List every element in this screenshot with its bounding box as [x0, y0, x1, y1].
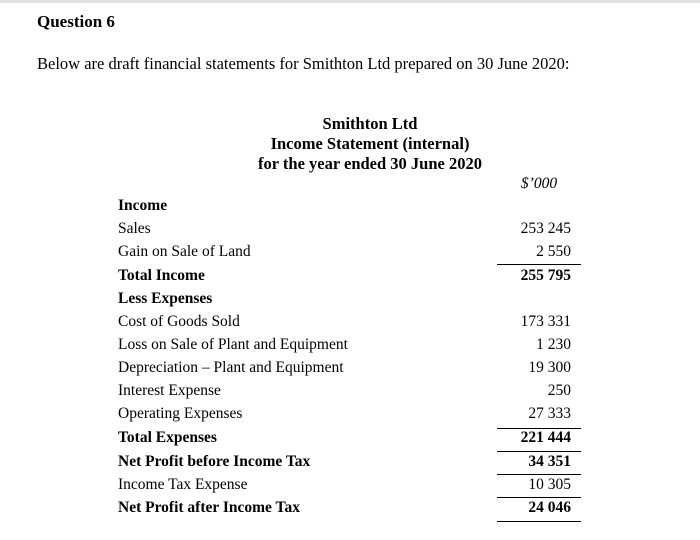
row-amount: 255 795 [520, 267, 571, 284]
row-income-tax-expense [118, 476, 580, 498]
row-amount: 1 230 [536, 336, 571, 353]
row-amount: 10 305 [528, 476, 571, 493]
row-interest-expense [118, 382, 580, 404]
statement-period: for the year ended 30 June 2020 [258, 154, 482, 173]
row-amount: 27 333 [528, 405, 571, 422]
row-label: Depreciation – Plant and Equipment [118, 359, 344, 376]
row-income-heading [118, 197, 580, 219]
row-label: Gain on Sale of Land [118, 243, 251, 260]
subtotal-rule [497, 264, 581, 265]
row-label: Operating Expenses [118, 405, 243, 422]
subtotal-rule [497, 497, 581, 498]
row-net-profit-after-tax [118, 499, 580, 521]
row-less-expenses-heading [118, 290, 580, 312]
final-total-rule [497, 521, 581, 522]
row-label: Cost of Goods Sold [118, 313, 240, 330]
row-total-income [118, 267, 580, 289]
subtotal-rule [497, 428, 581, 429]
top-border [0, 0, 700, 3]
row-label: Net Profit after Income Tax [118, 499, 300, 516]
row-sales [118, 220, 580, 242]
row-label: Net Profit before Income Tax [118, 453, 311, 470]
row-amount: 253 245 [520, 220, 571, 237]
row-cost-of-goods-sold [118, 313, 580, 335]
row-amount: 19 300 [528, 359, 571, 376]
row-label: Sales [118, 220, 151, 237]
row-label: Total Income [118, 267, 205, 284]
subtotal-rule [497, 474, 581, 475]
row-operating-expenses [118, 405, 580, 427]
row-total-expenses [118, 429, 580, 451]
question-intro: Below are draft financial statements for Smithton Ltd prepared on 30 June 2020: [37, 54, 570, 73]
row-amount: 34 351 [528, 453, 571, 470]
row-label: Interest Expense [118, 382, 221, 399]
row-gain-on-sale-of-land [118, 243, 580, 265]
row-amount: 173 331 [520, 313, 571, 330]
row-loss-on-sale-plant [118, 336, 580, 358]
row-label: Income Tax Expense [118, 476, 248, 493]
row-label: Less Expenses [118, 290, 213, 307]
row-amount: 2 550 [536, 243, 571, 260]
subtotal-rule [497, 451, 581, 452]
row-label: Loss on Sale of Plant and Equipment [118, 336, 348, 353]
row-amount: 250 [547, 382, 571, 399]
company-name: Smithton Ltd [322, 114, 418, 133]
row-amount: 24 046 [528, 499, 571, 516]
row-label: Income [118, 197, 168, 214]
row-amount: 221 444 [520, 429, 571, 446]
row-label: Total Expenses [118, 429, 217, 446]
currency-column-header: $’000 [520, 175, 558, 192]
row-net-profit-before-tax [118, 453, 580, 475]
row-depreciation [118, 359, 580, 381]
statement-title: Income Statement (internal) [270, 134, 470, 153]
question-title: Question 6 [37, 12, 115, 31]
